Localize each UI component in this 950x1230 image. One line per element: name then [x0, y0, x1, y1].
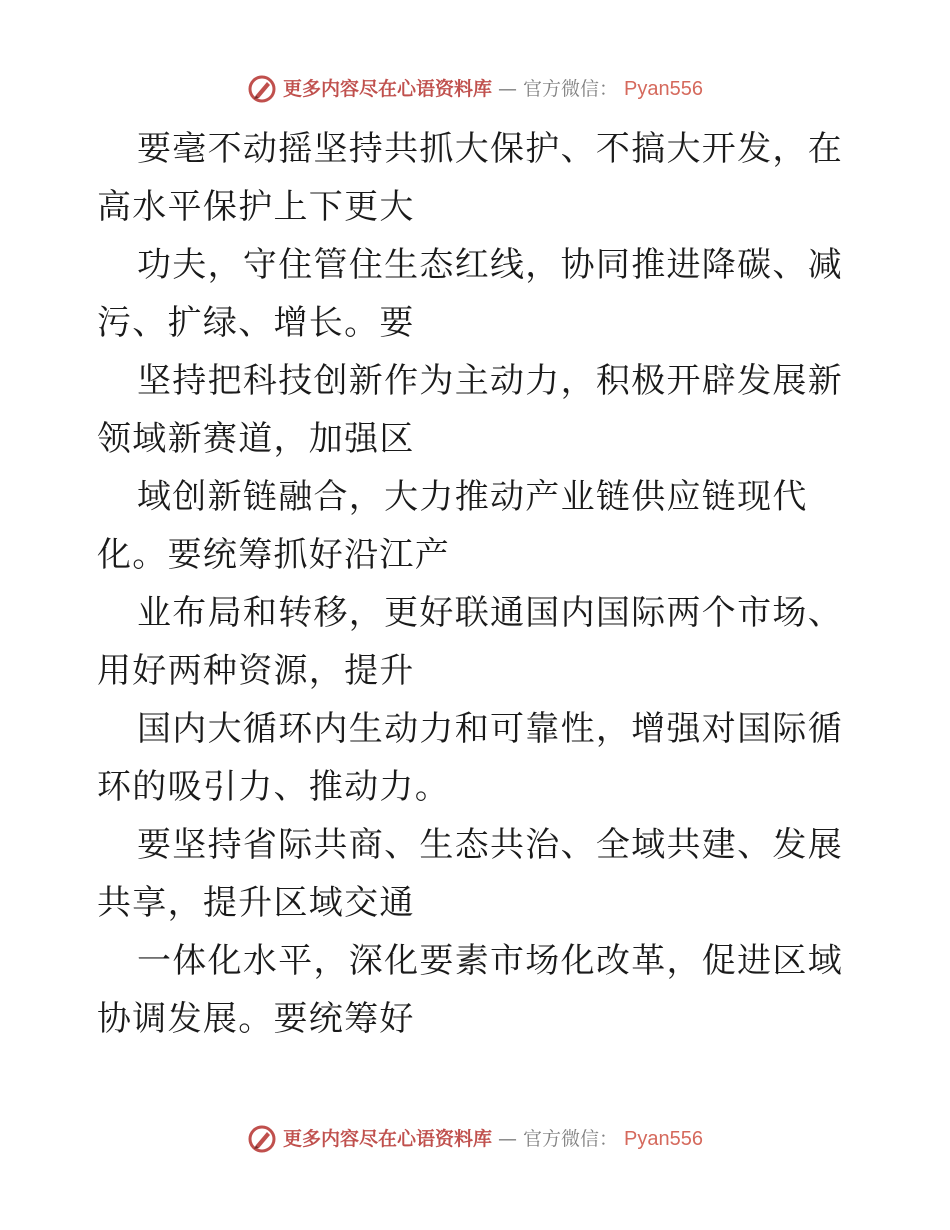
body-line-3: 坚持把科技创新作为主动力，积极开辟发展新领域新赛道，加强区: [97, 361, 843, 459]
document-body: [97, 120, 867, 1048]
header-watermark: [0, 74, 950, 104]
watermark-brand: 更多内容尽在心语资料库: [283, 78, 493, 100]
watermark-dash: —: [498, 78, 518, 100]
body-line-4: 域创新链融合，大力推动产业链供应链现代化。要统筹抓好沿江产: [97, 477, 808, 575]
body-line-6: 国内大循环内生动力和可靠性，增强对国际循环的吸引力、推动力。: [97, 709, 843, 807]
body-line-2: 功夫，守住管住生态红线，协同推进降碳、减污、扩绿、增长。要: [97, 245, 843, 343]
pen-logo-icon: [247, 1124, 277, 1154]
body-line-8: 一体化水平，深化要素市场化改革，促进区域协调发展。要统筹好: [97, 941, 843, 1039]
watermark-label: 官方微信：: [523, 78, 619, 100]
body-line-5: 业布局和转移，更好联通国内国际两个市场、用好两种资源，提升: [97, 593, 843, 691]
body-line-7: 要坚持省际共商、生态共治、全域共建、发展共享，提升区域交通: [97, 825, 843, 923]
watermark-wechat-id: Pyan556: [624, 78, 703, 100]
watermark-dash: —: [498, 1128, 518, 1150]
watermark-brand: 更多内容尽在心语资料库: [283, 1128, 493, 1150]
body-line-1: 要毫不动摇坚持共抓大保护、不搞大开发，在高水平保护上下更大: [97, 129, 843, 227]
footer-watermark: [0, 1124, 950, 1154]
watermark-wechat-id: Pyan556: [624, 1128, 703, 1150]
pen-logo-icon: [247, 74, 277, 104]
watermark-label: 官方微信：: [523, 1128, 619, 1150]
